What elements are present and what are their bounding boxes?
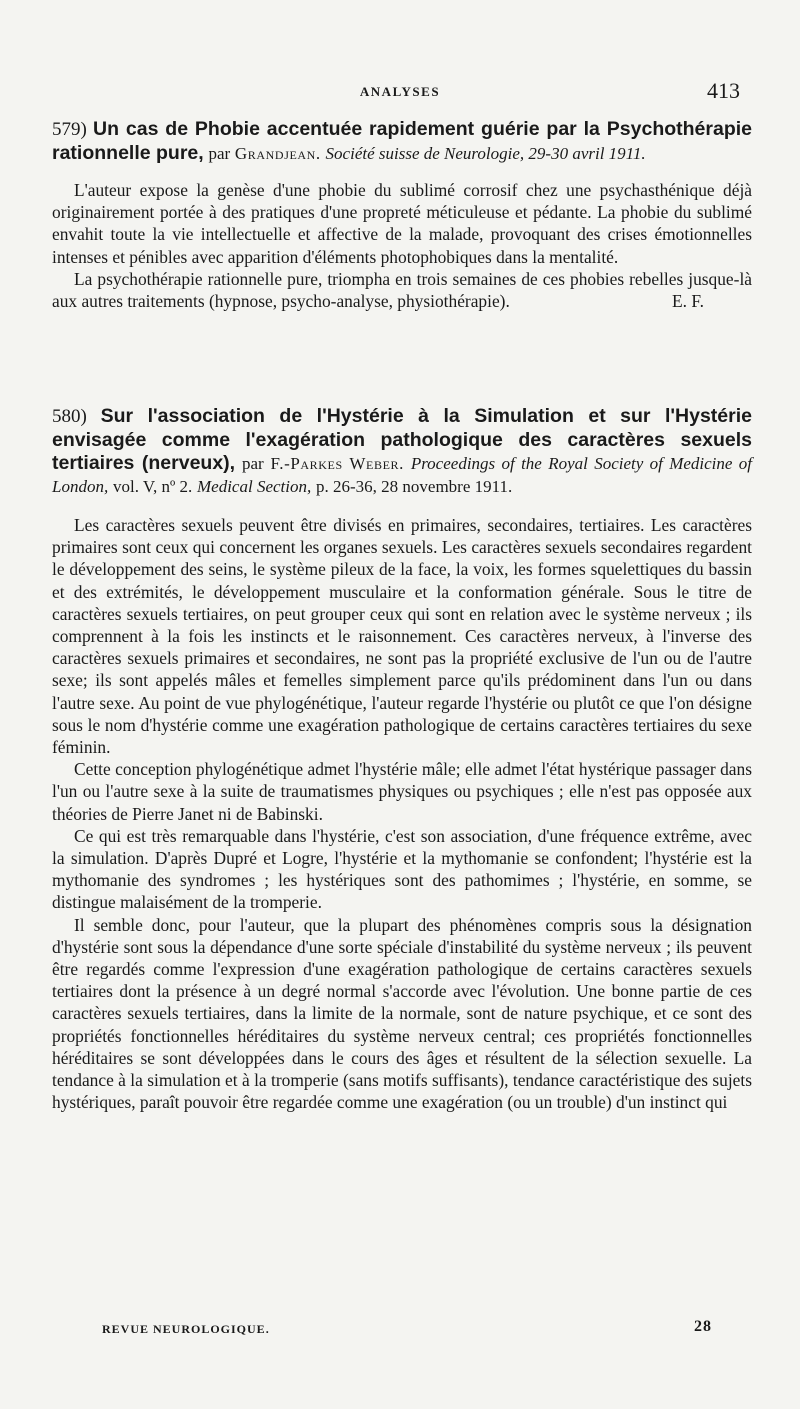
entry-580 — [52, 405, 752, 1113]
paragraph-text: La psychothérapie rationnelle pure, triompha en trois semaines de ces phobies rebelles jusque-là aux autres traitements (hypnose, psycho-analyse, physiothérapie). — [52, 268, 752, 312]
running-head: ANALYSES — [359, 84, 441, 99]
page-number: 413 — [707, 78, 740, 103]
entry-author: F.-Parkes Weber. — [270, 454, 404, 473]
paragraph: Ce qui est très remarquable dans l'hystérie, c'est son association, d'une fréquence extrême, avec la simulation. D'après Dupré et Logre, l'hystérie et la mythomanie se confondent; l'hystérie est la mythomanie des syndromes ; les hystériques sont des pathomimes ; l'hystérie, en somme, se distingue malaisément de la tromperie. — [52, 825, 752, 913]
paragraph — [52, 268, 752, 312]
entry-ref: vol. V, nº 2. — [112, 476, 193, 496]
entry-number: 580) — [52, 406, 87, 427]
entry-section: Medical Section, — [197, 476, 312, 496]
entry-source: Société suisse de Neurologie, 29-30 avril 1911. — [325, 143, 646, 163]
page-header — [60, 78, 740, 106]
paragraph: L'auteur expose la genèse d'une phobie du sublimé corrosif chez une psychasthénique déjà originairement portée à des pratiques d'une propreté méticuleuse et pédante. La phobie du sublimé envahit toute la vie intellectuelle et affective de la malade, provoquant des crises émotionnelles intenses et pénibles avec apparition d'éléments photophobiques dans la mentalité. — [52, 180, 752, 267]
entry-pages: p. 26-36, 28 novembre 1911. — [316, 476, 513, 496]
entry-signature: E. F. — [672, 291, 704, 312]
paragraph: Il semble donc, pour l'auteur, que la plupart des phénomènes compris sous la désignation d'hystérie sont sous la dépendance d'une sorte spéciale d'instabilité du système nerveux ; ils peuvent être regardés comme l'expression d'une exagération pathologique de certains caractères sexuels tertiaires dont la présence à un degré normal s'accorde avec l'évolution. Une bonne partie de ces caractères sexuels tertiaires, dans la limite de la normale, sont de nature psychique, et ce sont des propriétés fonctionnelles héréditaires du système nerveux central; ces propriétés fonctionnelles héréditaires se sont développées dans le cours des âges et résultent de la sélection sexuelle. La tendance à la simulation et à la tromperie (sans motifs suffisants), tendance caractéristique des sujets hystériques, paraît pouvoir être regardée comme une exagération (ou un trouble) d'un instinct qui — [52, 914, 752, 1113]
entry-title: Un cas de Phobie accentuée rapidement guérie par la Psychothérapie rationnelle pure, — [52, 118, 752, 164]
paragraph: Cette conception phylogénétique admet l'hystérie mâle; elle admet l'état hystérique passager dans l'un ou l'autre sexe à la suite de traumatismes physiques ou psychiques ; elle n'est pas opposée aux théories de Pierre Janet ni de Babinski. — [52, 759, 752, 824]
signature-mark: 28 — [694, 1318, 712, 1335]
entry-580-heading — [52, 405, 752, 498]
journal-name: REVUE NEUROLOGIQUE. — [102, 1322, 270, 1336]
paragraph: Les caractères sexuels peuvent être divisés en primaires, secondaires, tertiaires. Les caractères primaires sont ceux qui concernent les organes sexuels. Les caractères sexuels secondaires regardent le développement des seins, le système pileux de la face, la voix, les formes squelettiques du bassin et des extrémités, le développement musculaire et la conformation générale. Sous le titre de caractères sexuels tertiaires, on peut grouper ceux qui sont en relation avec le système nerveux ; ils comprennent à la fois les instincts et le raisonnement. Ces caractères nerveux, à l'inverse des caractères sexuels primaires et secondaires, ne sont pas la propriété exclusive de l'un ou de l'autre sexe; ils sont appelés mâles et femelles simplement parce qu'ils prédominent dans l'un ou dans l'autre sexe. Au point de vue phylogénétique, l'auteur regarde l'hystérie ou plutôt ce que l'on désigne sous le nom d'hystérie comme une exagération pathologique de certains caractères tertiaires du sexe féminin. — [52, 515, 752, 758]
entry-579 — [52, 118, 752, 312]
entry-579-heading — [52, 118, 752, 165]
par-word: par — [241, 454, 264, 473]
entry-title: Sur l'association de l'Hystérie à la Simulation et sur l'Hystérie envisagée comme l'exagération pathologique des caractères sexuels tertiaires (nerveux), — [52, 405, 752, 474]
page-footer — [102, 1318, 712, 1340]
par-word: par — [208, 143, 231, 163]
entry-source: Proceedings of the Royal Society of Medicine of London, — [52, 454, 753, 496]
entry-author: Grandjean. — [234, 143, 321, 163]
entry-number: 579) — [52, 119, 87, 140]
